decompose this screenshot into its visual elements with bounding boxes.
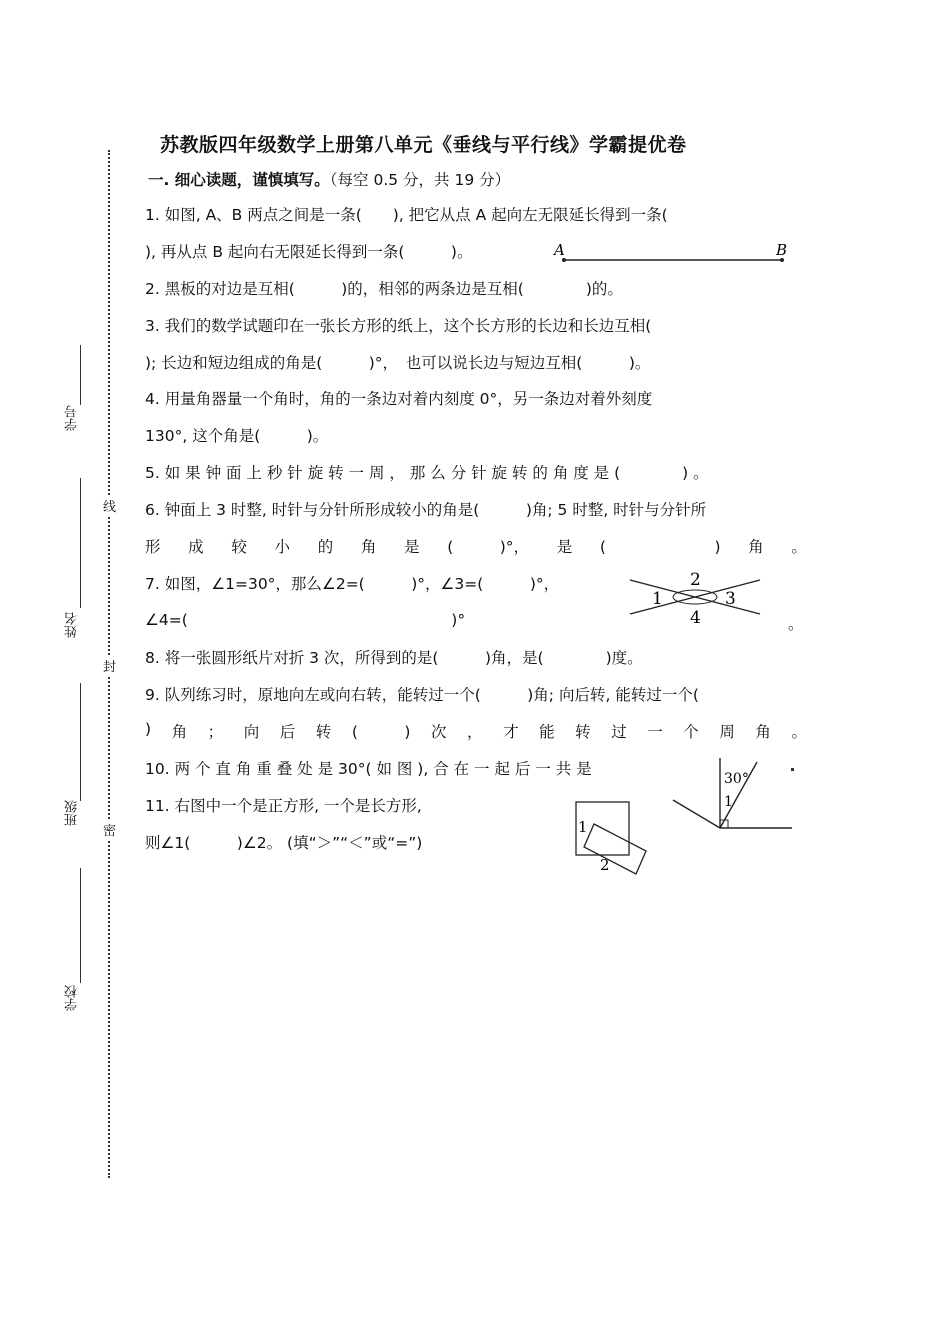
q9-word: 才	[503, 723, 519, 741]
question-3-line-1: 3. 我们的数学试题印在一张长方形的纸上，这个长方形的长边和长边互相(	[145, 317, 652, 335]
question-10-end-dot	[791, 768, 794, 771]
q9-word: 周	[719, 723, 735, 741]
seal-char-line: 线	[103, 496, 116, 515]
class-label: 班级	[65, 800, 80, 826]
school-label: 学校	[65, 985, 80, 1011]
seal-char-secret: 密	[103, 820, 116, 839]
q6-word: 角	[748, 538, 764, 556]
question-9-line-1: 9. 队列练习时，原地向左或向右转，能转过一个( )角; 向后转, 能转过一个(	[145, 686, 699, 704]
student-id-label: 学号	[65, 405, 80, 431]
q6-blank: ( )	[599, 538, 721, 556]
q6-blank: ( )°，	[447, 538, 530, 556]
q9-blank: ( )	[351, 723, 411, 741]
angle-label-2: 2	[690, 570, 701, 590]
q9-word: 过	[611, 723, 627, 741]
angle-label-4: 4	[690, 608, 701, 628]
right-angles-figure	[670, 752, 795, 834]
q9-word: 向	[243, 723, 260, 741]
q9-word: 次	[430, 723, 447, 741]
q9-word: 角	[171, 723, 188, 741]
q6-word: 小	[274, 538, 291, 556]
question-11-line-1: 11. 右图中一个是正方形, 一个是长方形,	[145, 797, 422, 815]
question-6-line-1: 6. 钟面上 3 时整, 时针与分针所形成较小的角是( )角; 5 时整, 时针与分针所	[145, 501, 707, 519]
name-label: 姓名	[65, 612, 80, 638]
q6-word: 是	[404, 538, 420, 556]
q9-word: 。	[791, 723, 807, 741]
question-8: 8. 将一张圆形纸片对折 3 次，所得到的是( )角，是( )度。	[145, 649, 643, 667]
question-1-line-1: 1. 如图, A、B 两点之间是一条( ), 把它从点 A 起向左无限延长得到一条(	[145, 206, 668, 224]
q9-word: 转	[315, 723, 332, 741]
q6-word: 是	[556, 538, 573, 556]
q6-word: 。	[791, 538, 807, 556]
q9-word: 个	[683, 723, 699, 741]
segment-ab-figure	[550, 238, 795, 268]
q6-word: 角	[360, 538, 377, 556]
seal-char-seal: 封	[103, 656, 116, 675]
question-7-line-1: 7. 如图，∠1=30°，那么∠2=( )°，∠3=( )°，	[145, 575, 560, 593]
angle-1-label: 1	[724, 794, 733, 810]
q6-word: 较	[231, 538, 247, 556]
question-6-line-2	[145, 535, 807, 557]
section-score-note: （每空 0.5 分，共 19 分）	[329, 171, 511, 189]
point-b-label: B	[776, 241, 788, 259]
name-underline	[80, 478, 81, 608]
question-7-end: 。	[788, 615, 804, 633]
q9-word: 后	[279, 723, 296, 741]
question-10: 10. 两 个 直 角 重 叠 处 是 30°( 如 图 ), 合 在 一 起 后 一 共 是	[145, 760, 592, 778]
class-underline	[80, 683, 81, 801]
q6-word: 成	[188, 538, 204, 556]
square-angle-1-label: 1	[578, 818, 588, 836]
q9-word: 转	[575, 723, 591, 741]
q6-word: 的	[317, 538, 334, 556]
student-id-underline	[80, 345, 81, 405]
crossing-lines-figure	[625, 568, 765, 630]
q6-word: 形	[145, 538, 161, 556]
question-2: 2. 黑板的对边是互相( )的，相邻的两条边是互相( )的。	[145, 280, 623, 298]
question-11-line-2: 则∠1( )∠2。 (填“＞”“＜”或“=”)	[145, 834, 423, 852]
rectangle-shape	[584, 824, 646, 874]
figure-background	[670, 752, 795, 834]
q9-word: ；	[207, 723, 224, 741]
angle-30-label: 30°	[724, 771, 749, 787]
question-9-line-2	[145, 720, 807, 742]
square-rectangle-figure	[568, 796, 653, 876]
point-a-label: A	[554, 241, 565, 259]
question-3-line-2: ); 长边和短边组成的角是( )°， 也可以说长边与短边互相( )。	[145, 354, 651, 372]
question-4-line-1: 4. 用量角器量一个角时，角的一条边对着内刻度 0°，另一条边对着外刻度	[145, 390, 653, 408]
section-header	[148, 168, 510, 190]
question-4-line-2: 130°, 这个角是( )。	[145, 427, 329, 445]
question-1-line-2: ), 再从点 B 起向右无限延长得到一条( )。	[145, 243, 473, 261]
q9-word: ，	[467, 723, 483, 741]
q9-word: )	[145, 720, 152, 738]
q9-word: 能	[539, 723, 555, 741]
question-7-line-2: ∠4=( )°	[145, 611, 466, 629]
q9-word: 一	[647, 723, 663, 741]
square-angle-2-label: 2	[600, 856, 610, 874]
school-underline	[80, 868, 81, 983]
page-title: 苏教版四年级数学上册第八单元《垂线与平行线》学霸提优卷	[160, 134, 687, 156]
question-5: 5. 如 果 钟 面 上 秒 针 旋 转 一 周 ， 那 么 分 针 旋 转 的 角 度 是 ( ) 。	[145, 464, 709, 482]
angle-label-1: 1	[652, 589, 663, 609]
angle-label-3: 3	[725, 589, 736, 609]
q9-word: 角	[755, 723, 771, 741]
section-heading: 一. 细心读题，谨慎填写。	[148, 171, 330, 189]
